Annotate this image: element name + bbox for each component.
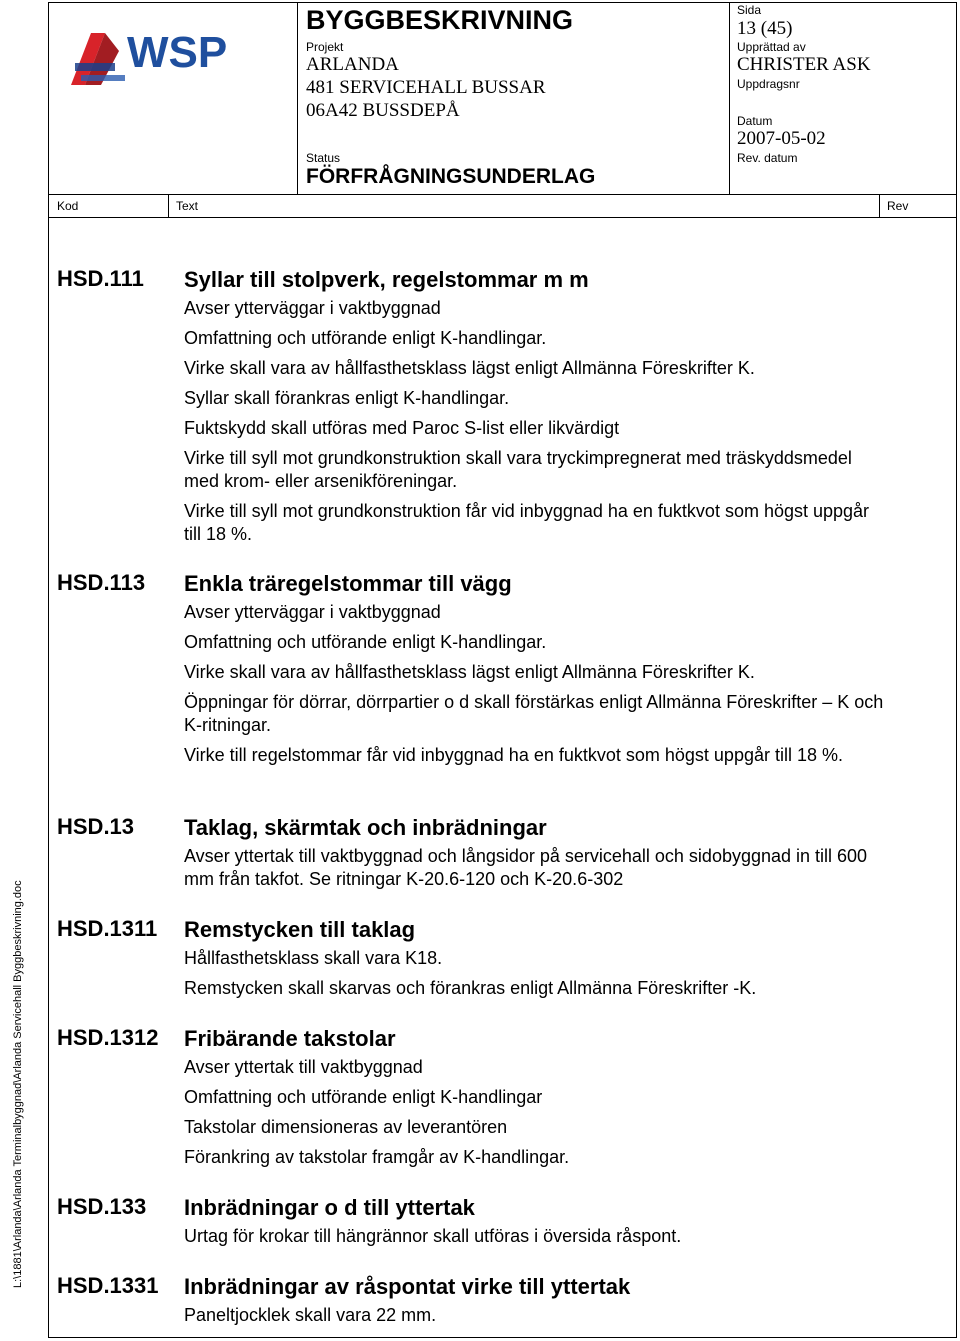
section-title: Enkla träregelstommar till vägg: [184, 571, 512, 596]
datum-value: 2007-05-02: [737, 128, 826, 149]
column-rev: Rev: [887, 199, 909, 213]
sida-value: 13 (45): [737, 18, 793, 39]
section-line: Fuktskydd skall utföras med Paroc S-list eller likvärdigt: [184, 418, 620, 438]
section-title: Inbrädningar av råspontat virke till yttertak: [184, 1274, 631, 1299]
section-line: Omfattning och utförande enligt K-handlingar.: [184, 632, 547, 652]
datum-label: Datum: [737, 114, 773, 128]
section-title: Inbrädningar o d till yttertak: [184, 1195, 475, 1220]
section-line: Takstolar dimensioneras av leverantören: [184, 1117, 508, 1137]
document-header: [49, 3, 956, 194]
projekt-label: Projekt: [306, 40, 344, 54]
column-divider: [879, 195, 880, 217]
section-line: Öppningar för dörrar, dörrpartier o d skall förstärkas enligt Allmänna Föreskrifter – K och K-ritningar.: [184, 692, 884, 735]
section-line: Virke skall vara av hållfasthetsklass lägst enligt Allmänna Föreskrifter K.: [184, 662, 755, 682]
status-value: FÖRFRÅGNINGSUNDERLAG: [306, 165, 596, 188]
section-line: Syllar skall förankras enligt K-handlingar.: [184, 388, 510, 408]
section-code: HSD.13: [57, 814, 135, 839]
status-label: Status: [306, 151, 341, 165]
section-code: HSD.133: [57, 1194, 147, 1219]
section-code: HSD.1331: [57, 1273, 159, 1298]
header-divider: [729, 3, 730, 194]
uppdragsnr-label: Uppdragsnr: [737, 77, 800, 91]
header-bottom-rule: [49, 194, 956, 195]
section-line: Urtag för krokar till hängrännor skall utföras i översida råspont.: [184, 1226, 682, 1246]
section-line: Avser yttertak till vaktbyggnad: [184, 1057, 423, 1077]
section-line: Förankring av takstolar framgår av K-handlingar.: [184, 1147, 570, 1167]
section-line: Virke skall vara av hållfasthetsklass lägst enligt Allmänna Föreskrifter K.: [184, 358, 755, 378]
section-line: Virke till syll mot grundkonstruktion får vid inbyggnad ha en fuktkvot som högst uppgår till 18 %.: [184, 501, 870, 544]
section-content: [184, 570, 884, 774]
column-text: Text: [176, 199, 199, 213]
svg-text:WSP: WSP: [127, 28, 228, 77]
section-code: HSD.1311: [57, 916, 158, 941]
section-line: Avser ytterväggar i vaktbyggnad: [184, 602, 441, 622]
page-frame: [48, 2, 957, 1338]
section-content: [184, 1273, 884, 1334]
section-line: Paneltjocklek skall vara 22 mm.: [184, 1305, 437, 1325]
section-content: [184, 814, 884, 898]
projekt-line: 06A42 BUSSDEPÅ: [306, 100, 460, 121]
section-code: HSD.113: [57, 570, 146, 595]
section-line: Omfattning och utförande enligt K-handlingar.: [184, 328, 547, 348]
column-header-rule: [49, 217, 956, 218]
section-line: Avser yttertak till vaktbyggnad och långsidor på servicehall och sidobyggnad in till 600 mm från takfot. Se ritningar K-20.6-120 och K-20.6-302: [184, 846, 868, 889]
section-title: Taklag, skärmtak och inbrädningar: [184, 815, 547, 840]
section-line: Virke till regelstommar får vid inbyggnad ha en fuktkvot som högst uppgår till 18 %.: [184, 745, 843, 765]
projekt-line: ARLANDA: [306, 54, 399, 75]
column-divider: [168, 195, 169, 217]
section-content: [184, 1194, 884, 1255]
section-line: Virke till syll mot grundkonstruktion skall vara tryckimpregnerat med träskyddsmedel med krom- eller arsenikföreningar.: [184, 448, 852, 491]
section-line: Hållfasthetsklass skall vara K18.: [184, 948, 443, 968]
section-line: Avser ytterväggar i vaktbyggnad: [184, 298, 441, 318]
section-content: [184, 266, 884, 553]
header-divider: [297, 3, 298, 194]
document-path: L:\1881\Arlanda\Arlanda Terminalbyggnad\Arlanda Servicehall Byggbeskrivning.doc: [12, 880, 24, 1288]
revdatum-label: Rev. datum: [737, 151, 798, 165]
projekt-line: 481 SERVICEHALL BUSSAR: [306, 77, 546, 98]
sida-label: Sida: [737, 3, 762, 17]
section-title: Remstycken till taklag: [184, 917, 416, 942]
section-title: Syllar till stolpverk, regelstommar m m: [184, 267, 589, 292]
wsp-logo: [71, 23, 261, 91]
upprattad-value: CHRISTER ASK: [737, 54, 871, 75]
section-code: HSD.111: [57, 266, 144, 291]
section-line: Omfattning och utförande enligt K-handlingar: [184, 1087, 543, 1107]
upprattad-label: Upprättad av: [737, 40, 806, 54]
section-code: HSD.1312: [57, 1025, 159, 1050]
section-content: [184, 1025, 884, 1176]
section-line: Remstycken skall skarvas och förankras enligt Allmänna Föreskrifter -K.: [184, 978, 757, 998]
section-title: Fribärande takstolar: [184, 1026, 396, 1051]
document-title: BYGGBESKRIVNING: [306, 5, 574, 35]
column-kod: Kod: [57, 199, 79, 213]
section-content: [184, 916, 884, 1007]
